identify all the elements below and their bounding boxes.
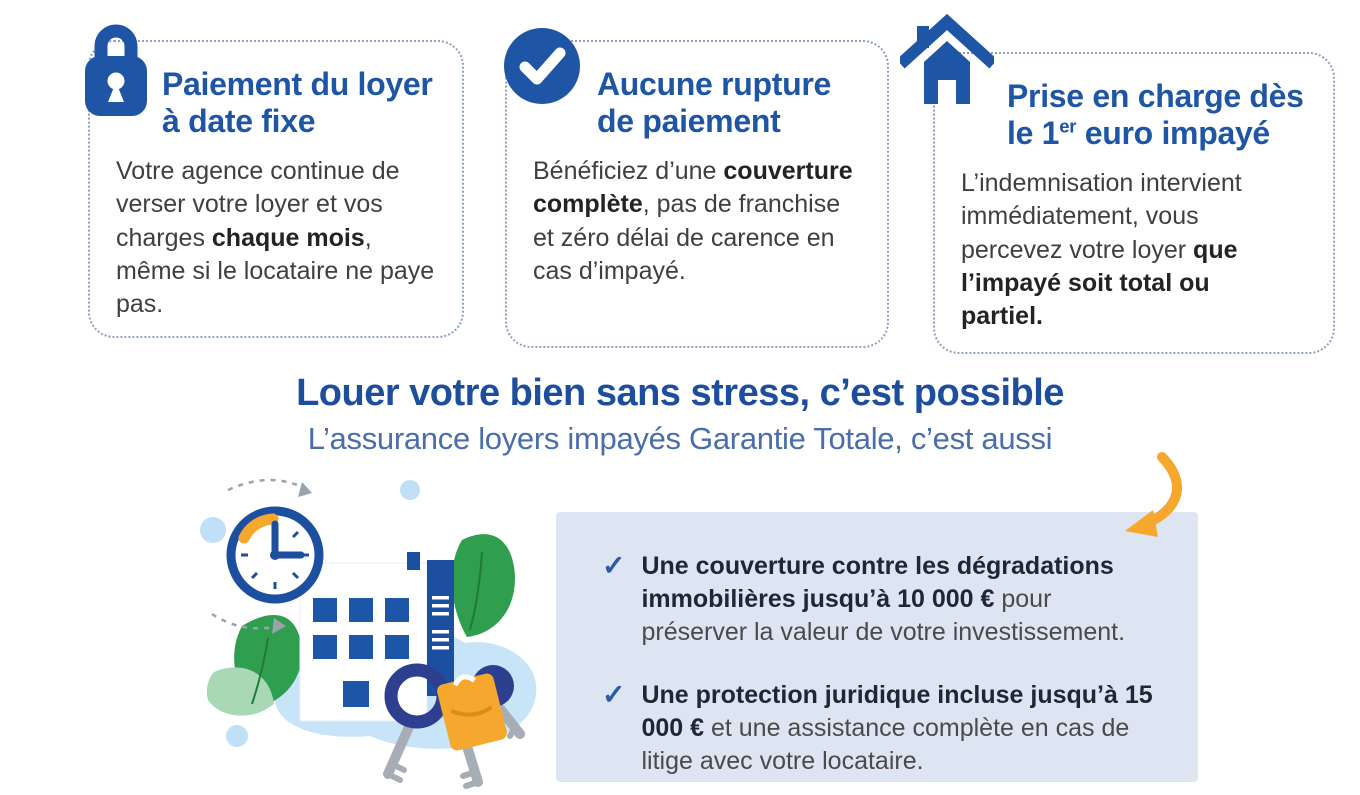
building-clock-keys-illustration — [180, 468, 560, 795]
benefit-text: Une protection juridique incluse jusqu’à 15 000 € et une assistance complète en cas de litige avec votre locataire. — [641, 681, 1153, 775]
card-body: L’indemnisation intervient immédiatement, vous percevez votre loyer que l’impayé soit total ou partiel. — [961, 169, 1242, 331]
benefits-box — [556, 512, 1198, 782]
check-mark-icon: ✓ — [602, 550, 626, 581]
benefit-text: Une couverture contre les dégradations immobilières jusqu’à 10 000 € pour préserver la valeur de votre investissement. — [641, 552, 1126, 646]
headline-title: Louer votre bien sans stress, c’est possible — [296, 372, 1064, 414]
benefit-item-degradations — [602, 550, 1168, 649]
benefit-item-protection-juridique — [602, 679, 1168, 778]
headline-subtitle: L’assurance loyers impayés Garantie Totale, c’est aussi — [307, 421, 1053, 456]
check-mark-icon: ✓ — [602, 679, 626, 710]
curved-arrow-down-left-icon — [1100, 452, 1190, 547]
card-body: Bénéficiez d’une couverture complète, pas de franchise et zéro délai de carence en cas d’impayé. — [533, 157, 853, 285]
house-icon — [900, 14, 994, 111]
card-body: Votre agence continue de verser votre loyer et vos charges chaque mois, même si le locataire ne paye pas. — [116, 157, 435, 319]
card-title: Prise en charge dès le 1er euro impayé — [1007, 78, 1304, 152]
card-title: Aucune rupture de paiement — [597, 66, 832, 140]
headline-section — [0, 372, 1360, 457]
check-circle-icon — [503, 27, 581, 110]
card-title: Paiement du loyer à date fixe — [162, 66, 433, 140]
lock-icon — [84, 20, 148, 123]
